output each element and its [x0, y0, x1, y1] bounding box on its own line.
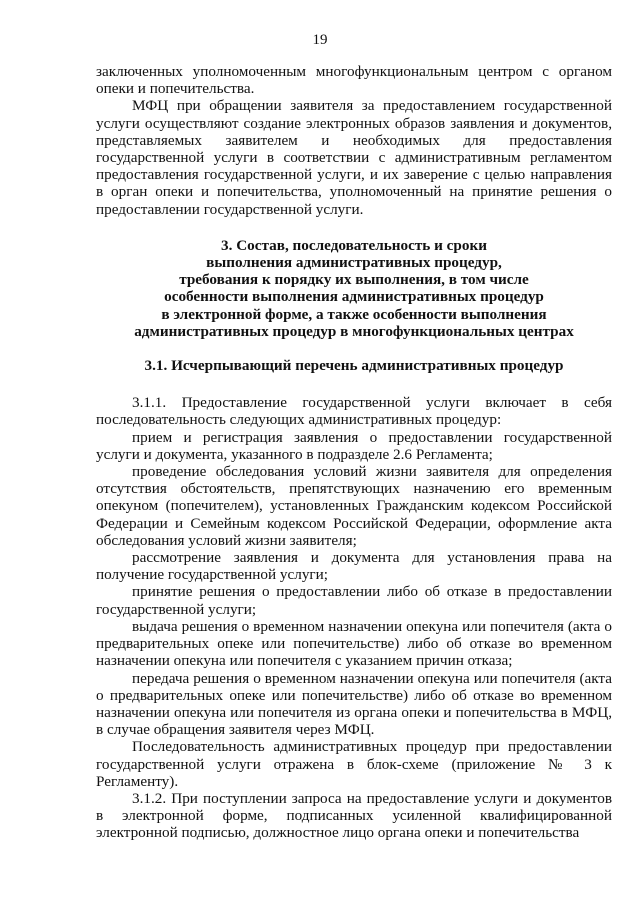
- section-3-1-heading: 3.1. Исчерпывающий перечень административных процедур: [144, 357, 564, 375]
- paragraph: 3.1.1. Предоставление государственной услуги включает в себя последовательность следующих административных процедур:: [96, 394, 612, 429]
- heading-line: требования к порядку их выполнения, в том числе: [179, 271, 529, 289]
- paragraph: Последовательность административных процедур при предоставлении государственной услуги отражена в блок-схеме (приложение № 3 к Регламенту).: [96, 738, 612, 790]
- paragraph: проведение обследования условий жизни заявителя для определения отсутствия обстоятельств, препятствующих назначению его временным опекуном (попечителем), установленных Гражданским кодексом Российской Федерации и Семейным кодексом Российской Федерации, оформление акта обследования условий жизни заявителя;: [96, 463, 612, 549]
- paragraph: МФЦ при обращении заявителя за предоставлением государственной услуги осуществляют создание электронных образов заявления и документов, представляемых заявителем и необходимых для предоставления государственной услуги в соответствии с административным регламентом предоставления государственной услуги, и их заверение с целью направления в орган опеки и попечительства, уполномоченный на принятие решения о предоставлении государственной услуги.: [96, 97, 612, 218]
- page-number: 19: [312, 32, 328, 48]
- heading-line: особенности выполнения административных процедур: [164, 288, 544, 306]
- paragraph: заключенных уполномоченным многофункциональным центром с органом опеки и попечительства.: [96, 63, 612, 98]
- heading-line: 3. Состав, последовательность и сроки: [221, 236, 487, 254]
- heading-line: выполнения административных процедур,: [206, 254, 502, 272]
- heading-line: административных процедур в многофункциональных центрах: [134, 322, 574, 340]
- paragraph: выдача решения о временном назначении опекуна или попечителя (акта о предварительных опеке или попечительстве) либо об отказе во временном назначении опекуна или попечителя с указанием причин отказа;: [96, 617, 612, 670]
- paragraph: передача решения о временном назначении опекуна или попечителя (акта о предварительных опеке или попечительстве) либо об отказе во временном назначении опекуна или попечителя из органа опеки и попечительства в МФЦ, в случае обращения заявителя через МФЦ.: [96, 669, 612, 739]
- paragraph: прием и регистрация заявления о предоставлении государственной услуги и документа, указанного в подразделе 2.6 Регламента;: [96, 428, 612, 463]
- heading-line: в электронной форме, а также особенности выполнения: [161, 305, 547, 323]
- paragraph: принятие решения о предоставлении либо об отказе в предоставлении государственной услуги;: [96, 583, 612, 618]
- paragraph: 3.1.2. При поступлении запроса на предоставление услуги и документов в электронной форме, подписанных усиленной квалифицированной электронной подписью, должностное лицо органа опеки и попечительства: [96, 789, 612, 842]
- section-3-heading: [96, 237, 612, 340]
- paragraph: рассмотрение заявления и документа для установления права на получение государственной услуги;: [96, 549, 612, 584]
- document-content: [96, 63, 612, 842]
